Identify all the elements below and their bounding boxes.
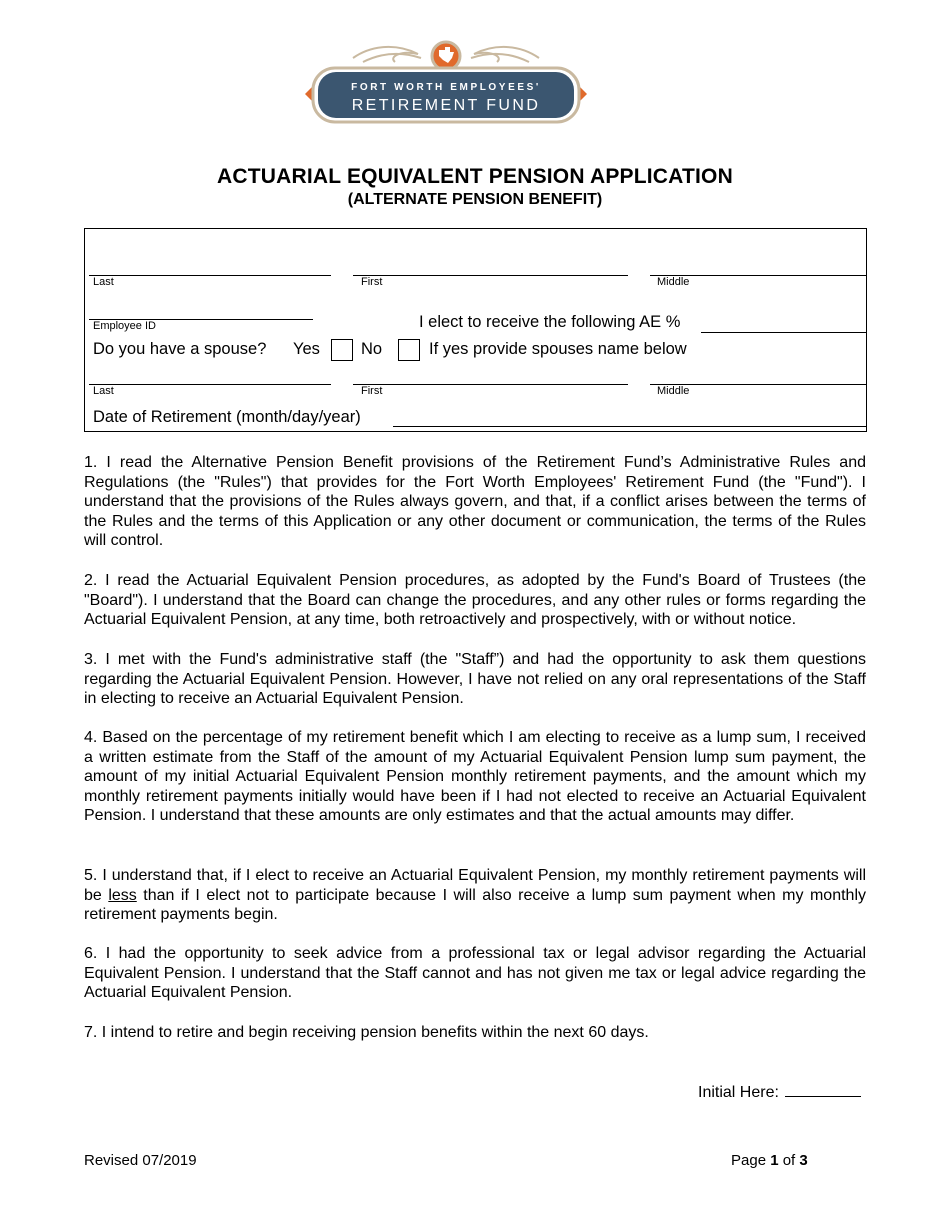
first-name-label: First <box>361 276 383 288</box>
spouse-middle-name-label: Middle <box>657 385 690 397</box>
last-name-field[interactable] <box>89 275 331 276</box>
middle-name-label: Middle <box>657 276 690 288</box>
no-label: No <box>361 340 383 358</box>
paragraph-2: 2. I read the Actuarial Equivalent Pension procedures, as adopted by the Fund's Board of Trustees (the "Board"). I understand that the Board can change the procedures, and any other rules or forms regarding the Actuarial Equivalent Pension, at any time, both retroactively and prospectively, with or without notice. <box>84 572 866 629</box>
ae-percent-field[interactable] <box>701 332 866 333</box>
employee-id-label: Employee ID <box>93 320 156 332</box>
retirement-date-field[interactable] <box>393 426 866 427</box>
first-name-field[interactable] <box>353 275 628 276</box>
page-prefix: Page <box>731 1152 771 1169</box>
paragraph-3: 3. I met with the Fund's administrative staff (the "Staff”) and had the opportunity to ask them questions regarding the Actuarial Equivalent Pension. However, I have not relied on any oral representations of the Staff in electing to receive an Actuarial Equivalent Pension. <box>84 651 866 708</box>
initial-field[interactable] <box>785 1082 861 1097</box>
logo-line2: RETIREMENT FUND <box>351 97 541 114</box>
paragraph-5-part1: 5. I understand that, if I elect to receive an Actuarial Equivalent Pension, my monthly retirement payments will be <box>84 867 866 904</box>
spouse-question: Do you have a spouse? <box>93 340 267 358</box>
fund-logo <box>303 36 589 130</box>
page-current: 1 <box>770 1152 779 1169</box>
page-number <box>731 1152 808 1169</box>
page-of: of <box>778 1152 800 1169</box>
initial-row <box>698 1082 861 1102</box>
paragraph-5-part2: than if I elect not to participate because I will also receive a lump sum payment when my monthly retirement payments begin. <box>84 886 867 924</box>
spouse-first-name-label: First <box>361 385 383 397</box>
yes-label: Yes <box>293 340 320 358</box>
paragraph-6: 6. I had the opportunity to seek advice from a professional tax or legal advisor regarding the Actuarial Equivalent Pension. I understand that the Staff cannot and has not given me tax or legal advice regarding the Actuarial Equivalent Pension. <box>84 945 866 1002</box>
document-subtitle: (ALTERNATE PENSION BENEFIT) <box>347 191 603 208</box>
applicant-info-form <box>84 228 867 432</box>
page-total: 3 <box>799 1152 808 1169</box>
paragraph-5-emphasis: less <box>108 886 137 904</box>
ae-percent-label: I elect to receive the following AE % <box>419 313 681 331</box>
document-title: ACTUARIAL EQUIVALENT PENSION APPLICATION <box>217 165 733 188</box>
spouse-last-name-field[interactable] <box>89 384 331 385</box>
paragraph-1: 1. I read the Alternative Pension Benefit provisions of the Retirement Fund’s Administrative Rules and Regulations (the "Rules") that provides for the Fort Worth Employees' Retirement Fund (the "Fund"). I understand that the provisions of the Rules always govern, and that, if a conflict arises between the terms of the Rules and the terms of this Application or any other document or communication, the terms of the Rules will control. <box>84 454 866 550</box>
retirement-date-label: Date of Retirement (month/day/year) <box>93 408 361 426</box>
initial-label: Initial Here: <box>698 1084 779 1101</box>
spouse-first-name-field[interactable] <box>353 384 628 385</box>
yes-checkbox[interactable] <box>331 339 353 361</box>
paragraph-5 <box>84 866 866 925</box>
no-checkbox[interactable] <box>398 339 420 361</box>
spouse-last-name-label: Last <box>93 385 114 397</box>
spouse-instruction: If yes provide spouses name below <box>429 340 687 358</box>
revision-date: Revised 07/2019 <box>84 1152 197 1169</box>
last-name-label: Last <box>93 276 114 288</box>
paragraph-4: 4. Based on the percentage of my retirement benefit which I am electing to receive as a lump sum, I received a written estimate from the Staff of the amount of my Actuarial Equivalent Pension lump sum payment, the amount of my initial Actuarial Equivalent Pension monthly retirement payments, and the amount which my monthly retirement payments initially would have been if I had not elected to receive an Actuarial Equivalent Pension. I understand that these amounts are only estimates and that the actual amounts may differ. <box>84 729 866 825</box>
paragraph-7: 7. I intend to retire and begin receiving pension benefits within the next 60 days. <box>84 1024 649 1041</box>
logo-line1: FORT WORTH EMPLOYEES' <box>351 82 541 93</box>
